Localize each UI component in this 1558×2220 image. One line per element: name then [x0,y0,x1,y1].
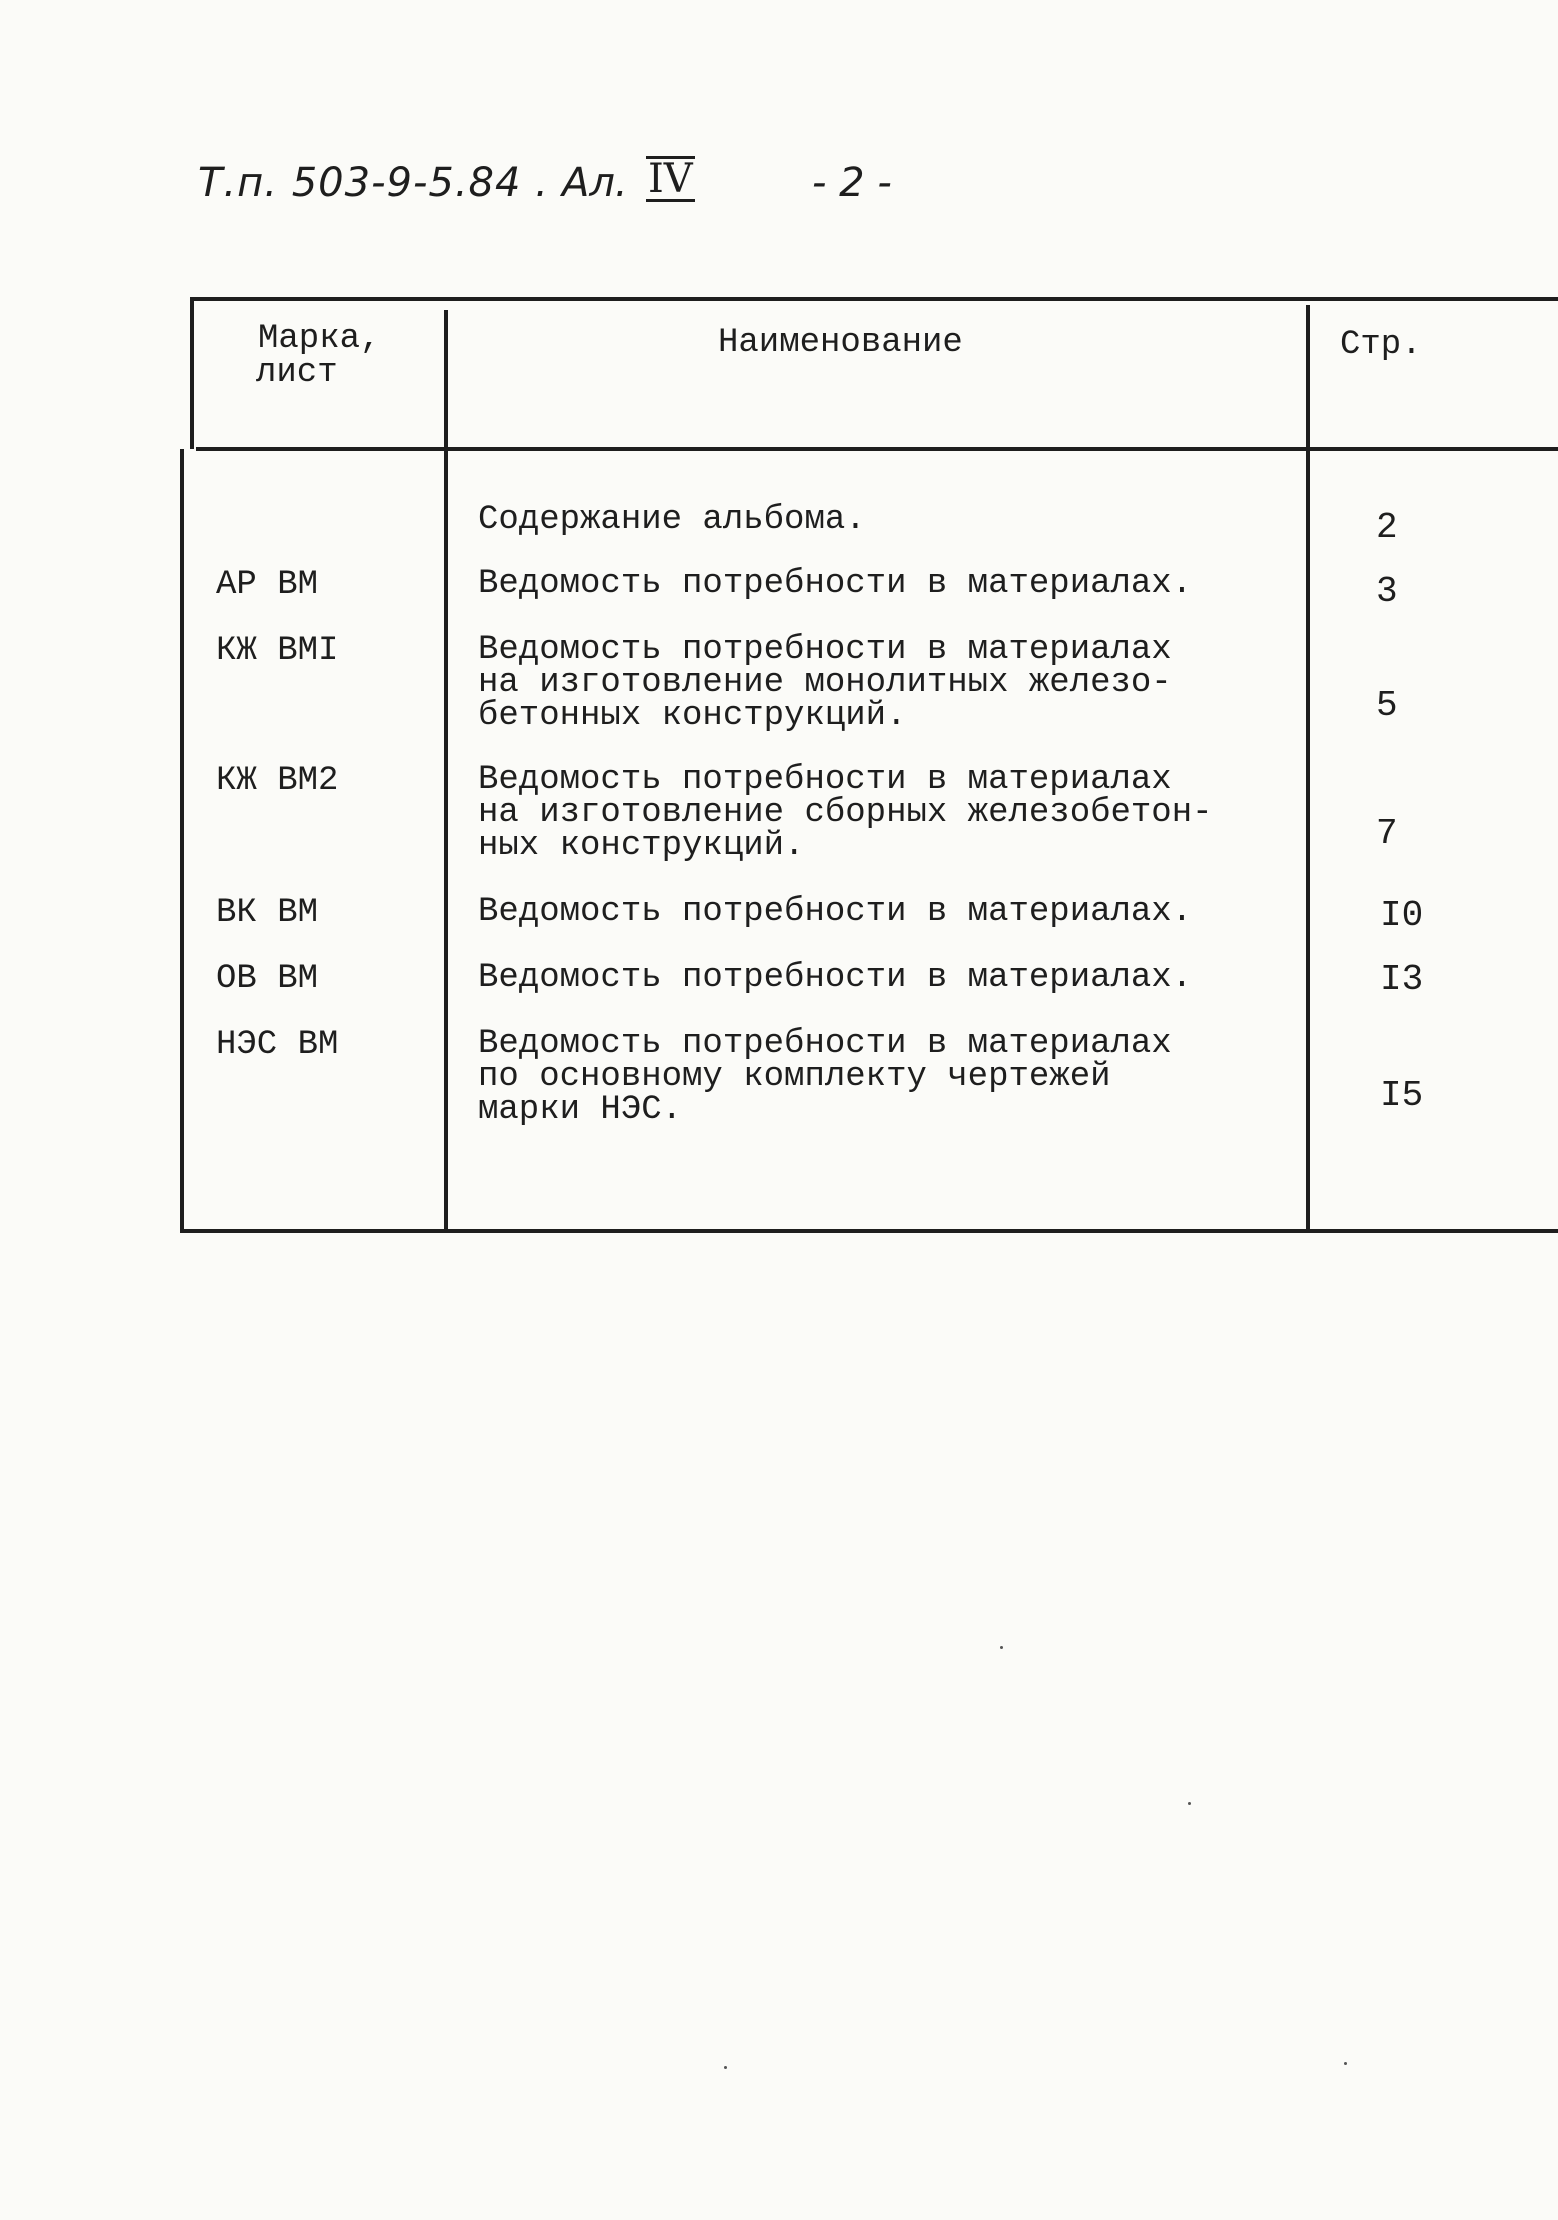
row-page: 2 [1376,507,1398,548]
column-divider-name-page [1306,305,1310,1233]
scan-speck [724,2066,727,2069]
row-name: Ведомость потребности в материалах. [478,893,1193,931]
scan-speck [1188,1802,1191,1805]
page-number: - 2 - [812,160,892,206]
table-bottom-border [180,1229,1558,1233]
table-top-border [194,297,1558,301]
column-header-name: Наименование [718,324,963,362]
column-divider-mark-name [444,310,448,1233]
row-name: Ведомость потребности в материалах на изготовление сборных железобетон- ных конструкций. [478,761,1213,865]
column-header-mark-line2: лист [256,354,338,392]
row-name: Ведомость потребности в материалах. [478,959,1193,997]
row-page: 5 [1376,685,1398,726]
table-left-border [190,297,194,449]
row-mark: ВК ВМ [216,894,319,932]
row-mark: ОВ ВМ [216,960,319,998]
row-page: 3 [1376,571,1398,612]
row-page: I5 [1380,1075,1424,1116]
column-header-mark [258,322,380,390]
row-name: Ведомость потребности в материалах по основному комплекту чертежей марки НЭС. [478,1025,1172,1129]
album-label: Ал. [562,160,628,206]
column-header-mark-line1: Марка, [258,320,381,358]
document-reference: Т.п. 503-9-5.84 . [198,160,549,206]
row-mark: КЖ ВМI [216,632,339,670]
header-bottom-border [196,447,1558,451]
album-number: IV [648,156,693,202]
row-page: I3 [1380,959,1424,1000]
row-name: Ведомость потребности в материалах на изготовление монолитных железо- бетонных конструкций. [478,631,1172,735]
row-mark: АР ВМ [216,566,319,604]
row-name: Ведомость потребности в материалах. [478,565,1193,603]
row-name: Содержание альбома. [478,501,866,539]
column-header-page: Стр. [1340,326,1422,364]
scan-speck [1344,2062,1347,2065]
row-page: 7 [1376,813,1398,854]
row-page: I0 [1380,895,1424,936]
row-mark: НЭС ВМ [216,1026,339,1064]
scan-speck [1000,1646,1003,1649]
row-mark: КЖ ВМ2 [216,762,339,800]
table-left-border-lower [180,449,184,1233]
